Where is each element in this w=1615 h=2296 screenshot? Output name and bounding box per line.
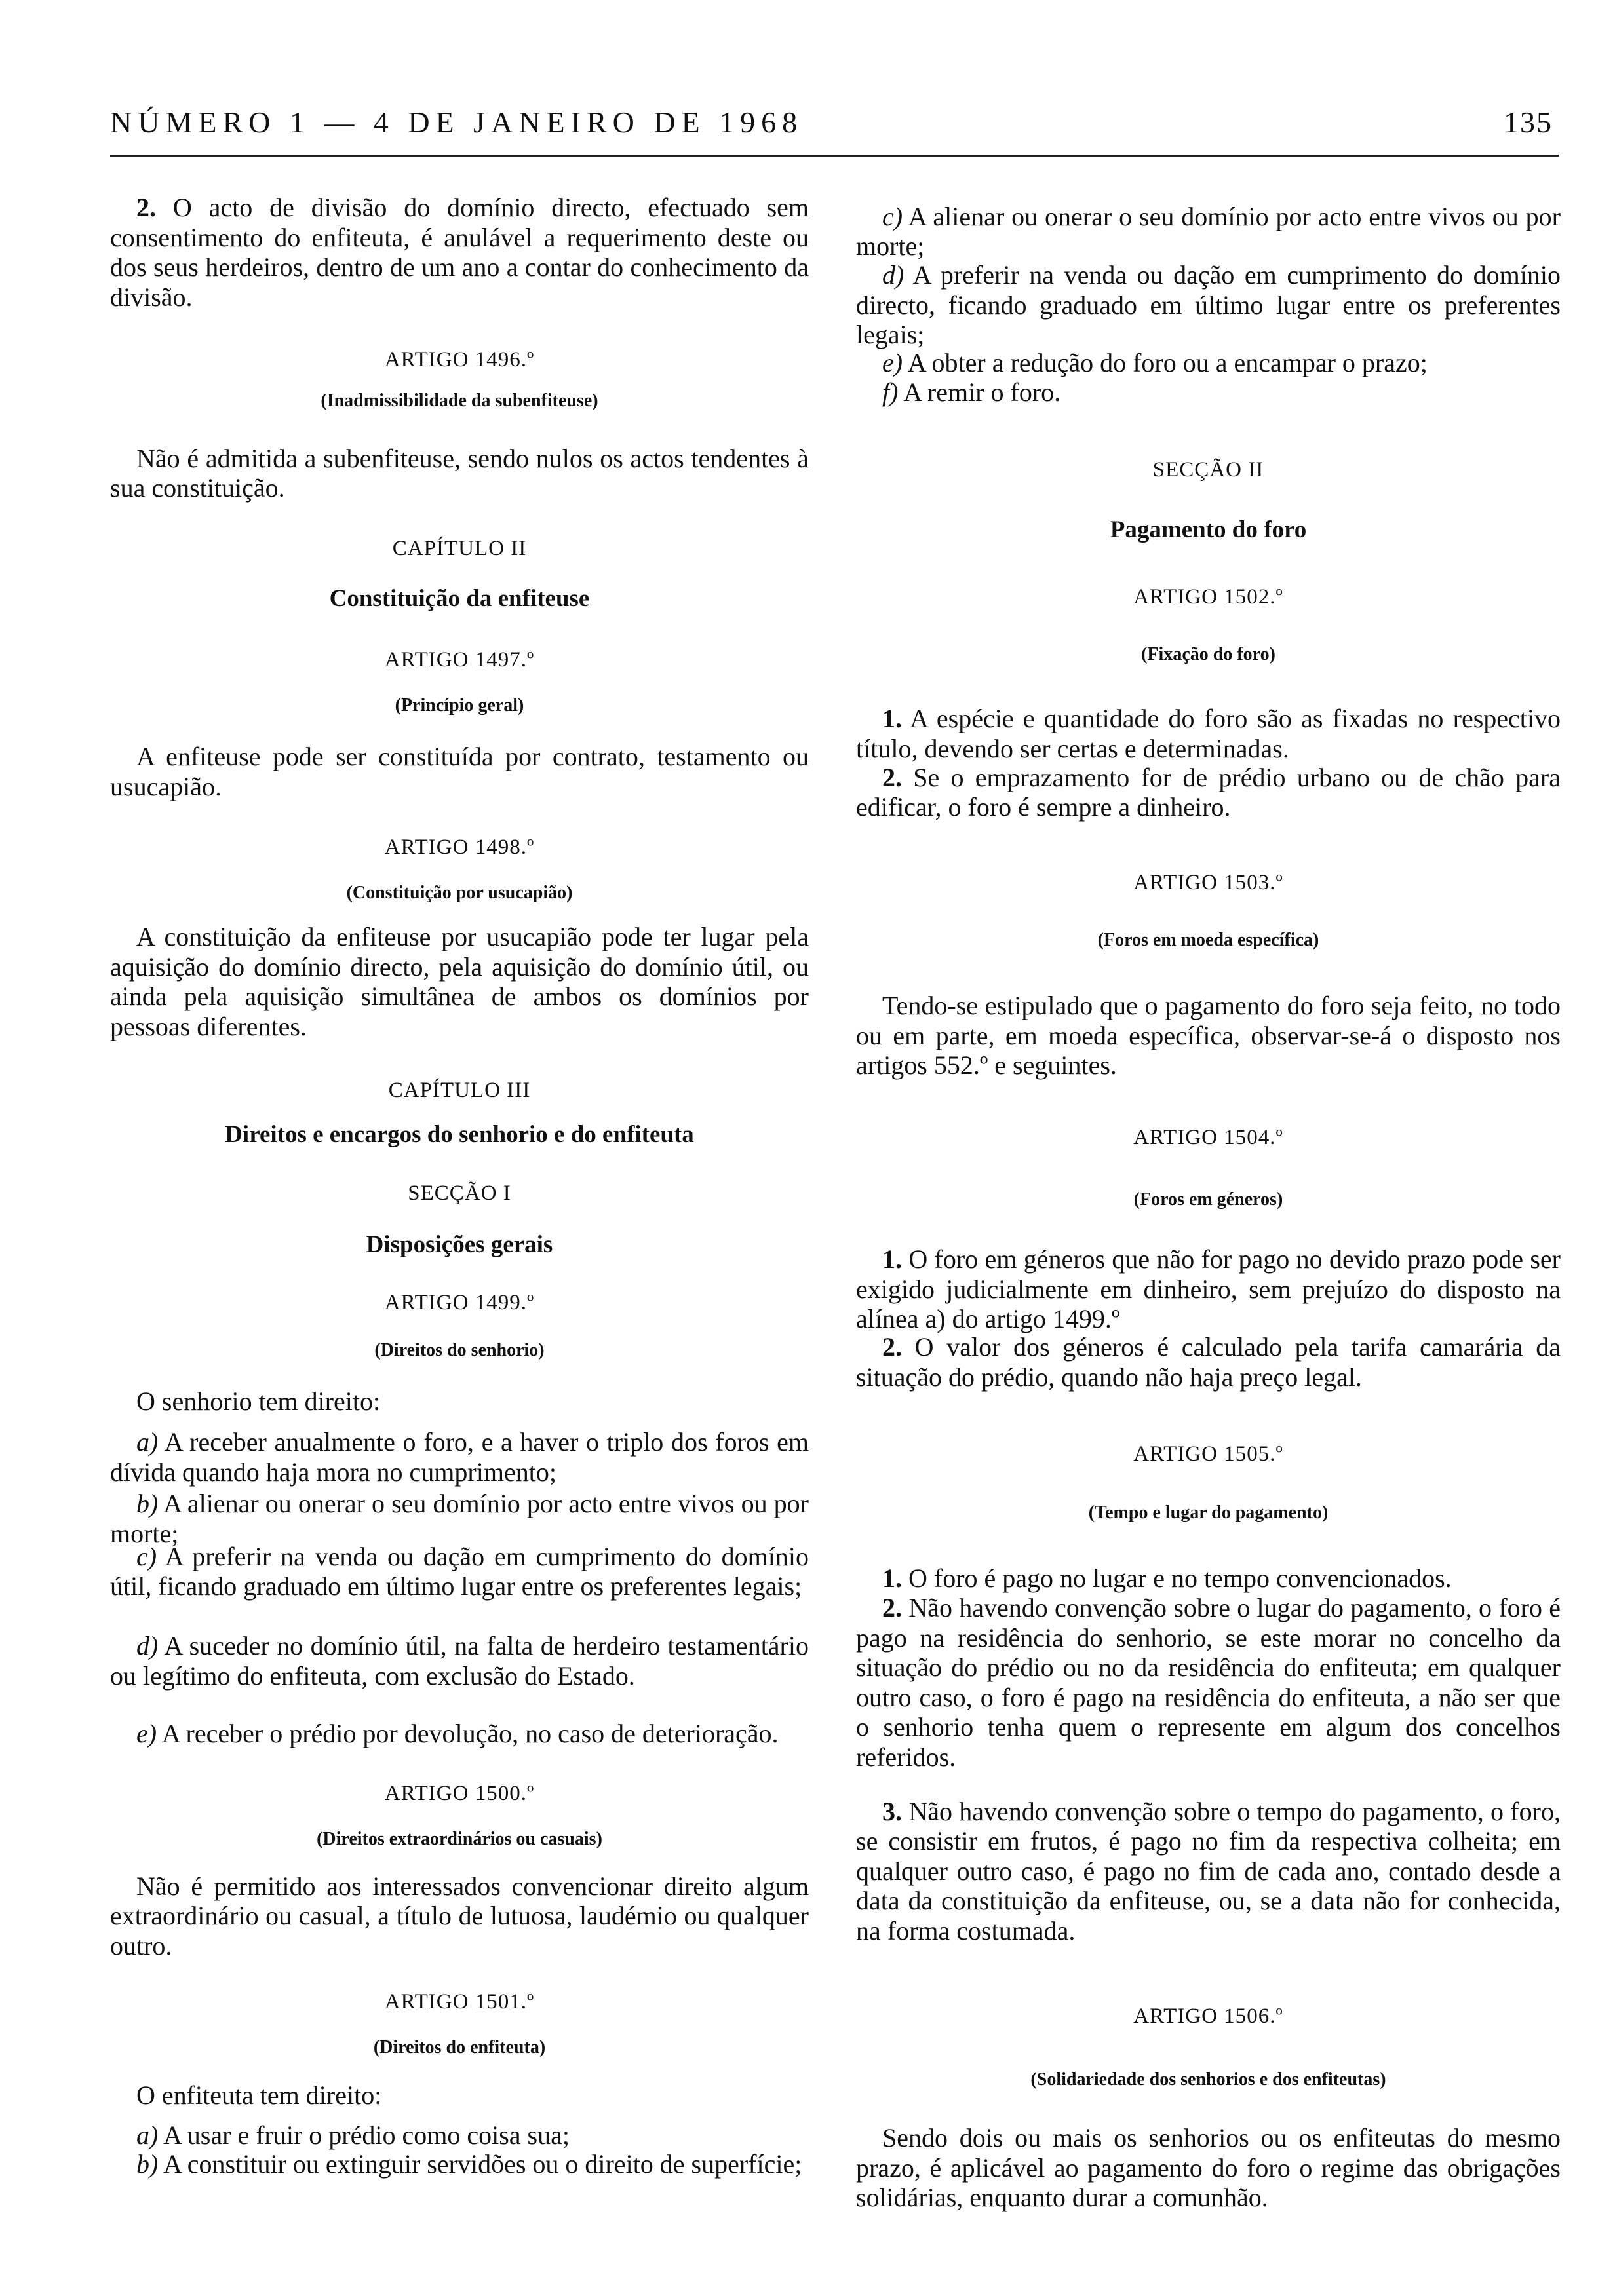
block-text: A constituir ou extinguir servidões ou o direito de superfície;: [163, 2149, 802, 2179]
block-text: ARTIGO 1496.º: [384, 348, 535, 372]
block-text: Não é permitido aos interessados convencionar direito algum extraordinário ou casual, a título de lutuosa, laudémio ou qualquer outro.: [110, 1871, 809, 1961]
block-text: Não é admitida a subenfiteuse, sendo nulos os actos tendentes à sua constituição.: [110, 443, 809, 503]
article-heading: [110, 645, 809, 676]
block-text: ARTIGO 1505.º: [1133, 1442, 1283, 1466]
list-item: [856, 202, 1561, 261]
article-heading: [110, 833, 809, 863]
article-subtitle: [856, 925, 1561, 955]
block-text: O enfiteuta tem direito:: [136, 2080, 382, 2111]
block-text: Direitos e encargos do senhorio e do enfiteuta: [225, 1121, 694, 1149]
block-text: CAPÍTULO II: [392, 537, 527, 561]
list-item: [110, 1427, 809, 1487]
article-subtitle: [110, 386, 809, 416]
paragraph: [856, 1593, 1561, 1772]
block-text: (Direitos do enfiteuta): [373, 2037, 546, 2057]
block-text: ARTIGO 1499.º: [384, 1291, 535, 1315]
article-heading: [856, 1123, 1561, 1153]
block-text: (Solidariedade dos senhorios e dos enfiteutas): [1030, 2069, 1386, 2090]
article-heading: [110, 1987, 809, 2018]
block-text: O foro em géneros que não for pago no devido prazo pode ser exigido judicialmente em dinheiro, sem prejuízo do disposto na alínea a) do artigo 1499.º: [856, 1244, 1561, 1334]
article-subtitle: [110, 878, 809, 908]
list-item: [856, 260, 1561, 350]
block-text: O acto de divisão do domínio directo, efectuado sem consentimento do enfiteuta, é anulável a requerimento deste ou dos seus herdeiros, dentro de um ano a contar do conhecimento da divisão.: [110, 193, 809, 312]
block-text: ARTIGO 1497.º: [384, 648, 535, 672]
paragraph-number: 2.: [136, 193, 156, 223]
paragraph: [110, 444, 809, 503]
block-text: Não havendo convenção sobre o lugar do pagamento, o foro é pago na residência do senhorio, se este morar no concelho da situação do prédio ou no da residência do enfiteuta; em qualquer outro caso, o foro é pago na residência do enfiteuta, a não ser que o senhorio tenha quem o represente em algum dos concelhos referidos.: [856, 1593, 1561, 1772]
block-text: SECÇÃO II: [1152, 457, 1264, 482]
block-text: A usar e fruir o prédio como coisa sua;: [163, 2120, 570, 2150]
block-text: ARTIGO 1502.º: [1133, 585, 1283, 609]
item-label: b): [136, 1489, 159, 1519]
article-heading: [110, 345, 809, 375]
list-item: [110, 1719, 809, 1749]
item-label: b): [136, 2149, 159, 2179]
block-text: (Foros em géneros): [1133, 1189, 1283, 1210]
paragraph-number: 1.: [882, 1563, 902, 1594]
item-label: c): [882, 201, 903, 231]
section-heading: [110, 534, 809, 564]
paragraph: [856, 991, 1561, 1081]
paragraph-number: 2.: [882, 762, 902, 792]
article-subtitle: [110, 691, 809, 721]
article-heading: [110, 1288, 809, 1318]
paragraph-number: 3.: [882, 1796, 902, 1826]
block-text: A alienar ou onerar o seu domínio por acto entre vivos ou por morte;: [110, 1489, 809, 1548]
article-subtitle: [856, 1185, 1561, 1215]
paragraph: [110, 742, 809, 801]
article-subtitle: [110, 1824, 809, 1854]
list-item: [856, 377, 1561, 408]
paragraph: [856, 704, 1561, 763]
block-text: Sendo dois ou mais os senhorios ou os enfiteutas do mesmo prazo, é aplicável ao pagamento do foro o regime das obrigações solidárias, enquanto durar a comunhão.: [856, 2123, 1561, 2213]
article-heading: [856, 2002, 1561, 2032]
block-text: (Fixação do foro): [1141, 644, 1275, 665]
paragraph: [856, 1244, 1561, 1334]
block-text: A suceder no domínio útil, na falta de herdeiro testamentário ou legítimo do enfiteuta, com exclusão do Estado.: [110, 1631, 809, 1691]
section-title: [110, 1120, 809, 1150]
paragraph: [110, 1871, 809, 1961]
list-item: [856, 348, 1561, 378]
paragraph: [856, 1332, 1561, 1392]
article-subtitle: [856, 640, 1561, 670]
list-item: [110, 1542, 809, 1601]
block-text: Disposições gerais: [366, 1231, 553, 1258]
item-label: d): [882, 260, 905, 290]
item-label: d): [136, 1631, 159, 1661]
block-text: A espécie e quantidade do foro são as fixadas no respectivo título, devendo ser certas e determinadas.: [856, 704, 1561, 763]
paragraph: [856, 1797, 1561, 1946]
page-header-title: NÚMERO 1 — 4 DE JANEIRO DE 1968: [110, 105, 804, 139]
block-text: ARTIGO 1506.º: [1133, 2004, 1283, 2028]
item-label: e): [882, 348, 903, 378]
block-text: O valor dos géneros é calculado pela tarifa camarária da situação do prédio, quando não haja preço legal.: [856, 1332, 1561, 1392]
item-label: a): [136, 2120, 159, 2150]
article-subtitle: [110, 2033, 809, 2063]
list-item: [110, 1631, 809, 1691]
block-text: Pagamento do foro: [1110, 516, 1307, 544]
paragraph: [110, 922, 809, 1041]
block-text: A obter a redução do foro ou a encampar o prazo;: [907, 348, 1428, 378]
article-subtitle: [856, 2065, 1561, 2095]
section-title: [856, 515, 1561, 545]
list-item: [110, 2149, 809, 2179]
block-text: ARTIGO 1498.º: [384, 835, 535, 860]
block-text: Se o emprazamento for de prédio urbano ou de chão para edificar, o foro é sempre a dinheiro.: [856, 762, 1561, 822]
item-label: c): [136, 1541, 157, 1571]
block-text: A preferir na venda ou dação em cumprimento do domínio útil, ficando graduado em último lugar entre os preferentes legais;: [110, 1541, 809, 1601]
block-text: A constituição da enfiteuse por usucapião pode ter lugar pela aquisição do domínio directo, pela aquisição do domínio útil, ou ainda pela aquisição simultânea de ambos os domínios por pessoas diferentes.: [110, 922, 809, 1041]
article-heading: [856, 583, 1561, 613]
header-rule: [110, 155, 1559, 157]
block-text: O foro é pago no lugar e no tempo convencionados.: [908, 1563, 1452, 1594]
block-text: (Foros em moeda específica): [1097, 929, 1319, 950]
paragraph: [110, 1387, 809, 1417]
block-text: (Princípio geral): [395, 695, 524, 716]
block-text: ARTIGO 1501.º: [384, 1989, 535, 2014]
section-heading: [110, 1076, 809, 1106]
section-heading: [110, 1179, 809, 1209]
page-number: 135: [1504, 105, 1553, 139]
block-text: SECÇÃO I: [408, 1181, 511, 1205]
article-heading: [110, 1779, 809, 1809]
block-text: O senhorio tem direito:: [136, 1386, 381, 1416]
item-label: f): [882, 377, 899, 407]
block-text: ARTIGO 1500.º: [384, 1782, 535, 1806]
paragraph: [856, 1563, 1561, 1594]
block-text: A alienar ou onerar o seu domínio por acto entre vivos ou por morte;: [856, 201, 1561, 261]
paragraph-number: 1.: [882, 1244, 902, 1274]
paragraph: [856, 763, 1561, 822]
paragraph-number: 2.: [882, 1332, 902, 1362]
item-label: e): [136, 1719, 157, 1749]
block-text: (Inadmissibilidade da subenfiteuse): [321, 391, 598, 411]
block-text: (Direitos do senhorio): [374, 1339, 545, 1360]
block-text: A receber o prédio por devolução, no caso de deterioração.: [161, 1719, 779, 1749]
list-item: [110, 2120, 809, 2151]
block-text: (Constituição por usucapião): [346, 883, 573, 904]
paragraph-number: 1.: [882, 704, 902, 734]
block-text: A preferir na venda ou dação em cumprimento do domínio directo, ficando graduado em último lugar entre os preferentes legais;: [856, 260, 1561, 350]
block-text: Não havendo convenção sobre o tempo do pagamento, o foro, se consistir em frutos, é pago no fim da respectiva colheita; em qualquer outro caso, é pago no fim de cada ano, contado desde a data da constituição da enfiteuse, ou, se a data não for conhecida, na forma costumada.: [856, 1796, 1561, 1945]
block-text: A remir o foro.: [903, 377, 1061, 407]
section-title: [110, 1230, 809, 1260]
block-text: ARTIGO 1503.º: [1133, 871, 1283, 894]
section-heading: [856, 455, 1561, 486]
paragraph: [110, 2080, 809, 2111]
block-text: (Direitos extraordinários ou casuais): [317, 1829, 602, 1850]
block-text: ARTIGO 1504.º: [1133, 1125, 1283, 1149]
block-text: A receber anualmente o foro, e a haver o triplo dos foros em dívida quando haja mora no cumprimento;: [110, 1427, 809, 1487]
block-text: CAPÍTULO III: [388, 1079, 531, 1103]
article-heading: [856, 868, 1561, 898]
paragraph: [856, 2123, 1561, 2213]
article-subtitle: [856, 1498, 1561, 1528]
paragraph: [110, 193, 809, 312]
block-text: Tendo-se estipulado que o pagamento do foro seja feito, no todo ou em parte, em moeda específica, observar-se-á o disposto nos artigos 552.º e seguintes.: [856, 991, 1561, 1081]
item-label: a): [136, 1427, 159, 1457]
article-subtitle: [110, 1335, 809, 1366]
block-text: (Tempo e lugar do pagamento): [1088, 1502, 1329, 1523]
section-title: [110, 584, 809, 614]
paragraph-number: 2.: [882, 1593, 902, 1623]
block-text: A enfiteuse pode ser constituída por contrato, testamento ou usucapião.: [110, 742, 809, 801]
list-item: [110, 1489, 809, 1548]
block-text: Constituição da enfiteuse: [329, 585, 590, 613]
article-heading: [856, 1440, 1561, 1470]
